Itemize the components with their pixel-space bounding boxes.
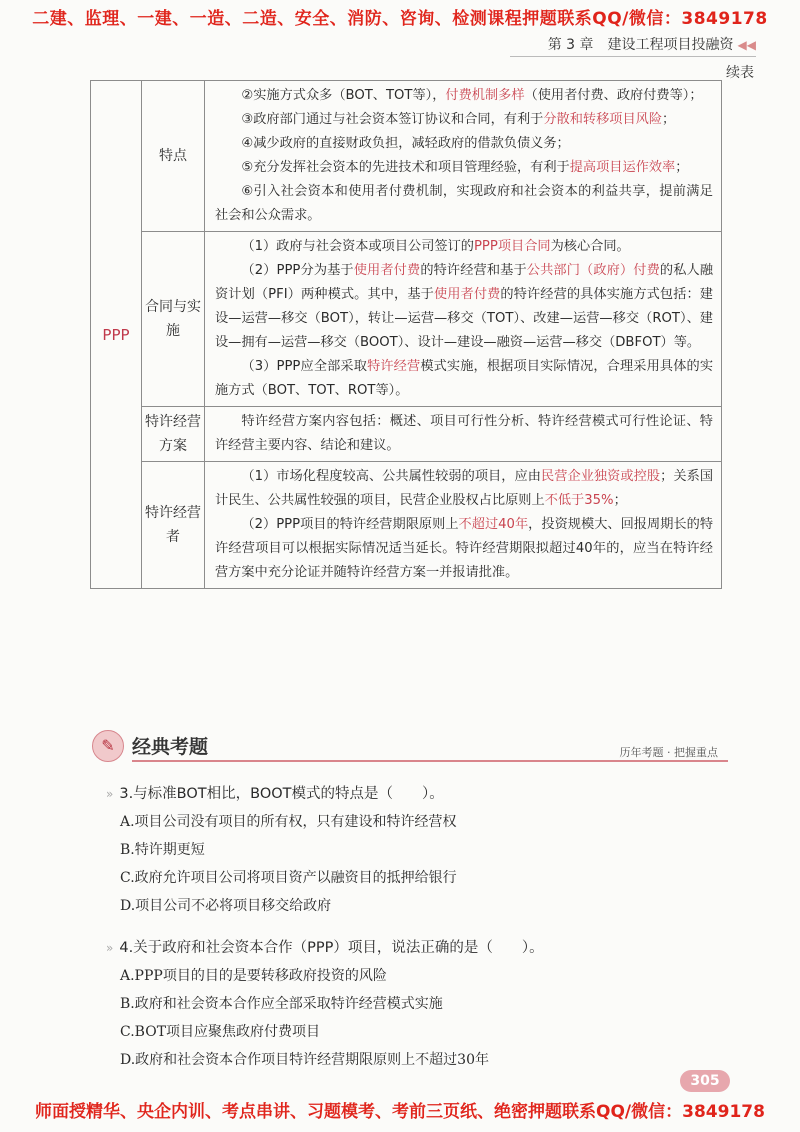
- body-text: ④减少政府的直接财政负担，减轻政府的借款负债义务；: [241, 136, 570, 151]
- highlight-text: 使用者付费: [353, 263, 421, 278]
- body-text: ；: [613, 493, 627, 508]
- content-paragraph: [215, 355, 713, 403]
- body-text: ⑤充分发挥社会资本的先进技术和项目管理经验，有利于: [241, 160, 570, 175]
- table-row: [91, 81, 722, 232]
- row-content: [205, 232, 722, 407]
- answer-option: C.BOT项目应聚焦政府付费项目: [120, 1024, 321, 1040]
- row-label: 合同与实施: [142, 232, 205, 407]
- body-text: （1）政府与社会资本或项目公司签订的: [241, 239, 474, 254]
- row-label: 特许经营者: [142, 462, 205, 589]
- bottom-promo-banner: 师面授精华、央企内训、考点串讲、习题模考、考前三页纸、绝密押题联系QQ/微信：3849178: [35, 1102, 765, 1122]
- question-stem: [106, 934, 726, 962]
- content-paragraph: [215, 180, 713, 228]
- chapter-divider: [510, 56, 756, 57]
- answer-option: B.特许期更短: [120, 842, 205, 858]
- body-text: （使用者付费、政府付费等）；: [524, 88, 703, 103]
- question-stem: [106, 780, 726, 808]
- top-promo-banner: 二建、监理、一建、一造、二造、安全、消防、咨询、检测课程押题联系QQ/微信：3849178: [32, 9, 768, 29]
- ppp-table: [90, 80, 722, 589]
- section-rule: [132, 760, 728, 762]
- page-number: 305: [680, 1070, 730, 1092]
- content-paragraph: [215, 235, 713, 259]
- answer-option: B.政府和社会资本合作应全部采取特许经营模式实施: [120, 996, 443, 1012]
- continued-label: 续表: [726, 65, 754, 81]
- highlight-text: 民营企业独资或控股: [541, 469, 661, 484]
- question-block: [106, 780, 726, 920]
- chapter-arrow-icon: ◀◀: [737, 38, 756, 52]
- body-text: ；: [675, 160, 689, 175]
- body-text: ，投资规模大、回报周期长的特许经营项目可以根据实际情况适当延长。特许经营期限拟超过40年的，应当在特许经营方案中充分论证并随特许经营方案一并报请批准。: [215, 517, 714, 580]
- body-text: ；: [662, 112, 676, 127]
- row-label: 特许经营方案: [142, 407, 205, 462]
- section-tag: 历年考题 · 把握重点: [619, 746, 718, 759]
- table-row: [91, 462, 722, 589]
- content-paragraph: [215, 84, 713, 108]
- content-paragraph: [215, 259, 713, 355]
- answer-option: D.政府和社会资本合作项目特许经营期限原则上不超过30年: [120, 1052, 489, 1068]
- highlight-text: 付费机制多样: [445, 88, 525, 103]
- highlight-text: 提高项目运作效率: [569, 160, 676, 175]
- chevron-right-icon: »: [106, 941, 114, 955]
- section-header: [92, 726, 728, 766]
- body-text: （2）PPP项目的特许经营期限原则上: [241, 517, 459, 532]
- highlight-text: 公共部门（政府）付费: [526, 263, 660, 278]
- row-label: 特点: [142, 81, 205, 232]
- chapter-title: 第 3 章 建设工程项目投融资: [547, 37, 734, 53]
- highlight-text: 特许经营: [367, 359, 421, 374]
- table-row: [91, 232, 722, 407]
- row-group-label: PPP: [91, 81, 142, 589]
- section-title: 经典考题: [132, 736, 209, 758]
- highlight-text: 使用者付费: [433, 287, 501, 302]
- body-text: （1）市场化程度较高、公共属性较弱的项目，应由: [241, 469, 541, 484]
- table-row: [91, 407, 722, 462]
- highlight-text: 分散和转移项目风险: [543, 112, 663, 127]
- body-text: 的特许经营和基于: [420, 263, 527, 278]
- body-text: （2）PPP分为基于: [241, 263, 354, 278]
- row-content: [205, 81, 722, 232]
- highlight-text: 不超过40年: [458, 517, 529, 532]
- answer-option: A.PPP项目的目的是要转移政府投资的风险: [120, 968, 387, 984]
- content-paragraph: [215, 410, 713, 458]
- answer-option: D.项目公司不必将项目移交给政府: [120, 898, 332, 914]
- chevron-right-icon: »: [106, 787, 114, 801]
- body-text: （3）PPP应全部采取: [241, 359, 368, 374]
- body-text: 模式实施，根据项目实际情况，合理采用具体的实施方式（BOT、TOT、ROT等）。: [215, 359, 714, 398]
- content-paragraph: [215, 465, 713, 513]
- content-paragraph: [215, 132, 713, 156]
- chapter-header: [548, 34, 756, 54]
- body-text: ；关系国计民生、公共属性较强的项目，民营企业股权占比原则上: [215, 469, 714, 508]
- content-paragraph: [215, 108, 713, 132]
- body-text: 的特许经营的具体实施方式包括：建设—运营—移交（BOT），转让—运营—移交（TOT）、改建—运营—移交（ROT）、建设—拥有—运营—移交（BOOT）、设计—建设—融资—运营—移交（DBFOT）等。: [215, 287, 713, 350]
- content-paragraph: [215, 156, 713, 180]
- answer-option: A.项目公司没有项目的所有权，只有建设和特许经营权: [120, 814, 457, 830]
- row-content: [205, 407, 722, 462]
- body-text: ③政府部门通过与社会资本签订协议和合同，有利于: [241, 112, 544, 127]
- row-content: [205, 462, 722, 589]
- body-text: 为核心合同。: [550, 239, 630, 254]
- question-text: 4.关于政府和社会资本合作（PPP）项目，说法正确的是（ ）。: [119, 940, 544, 956]
- question-text: 3.与标准BOT相比，BOOT模式的特点是（ ）。: [119, 786, 444, 802]
- body-text: 特许经营方案内容包括：概述、项目可行性分析、特许经营模式可行性论证、特许经营主要内容、结论和建议。: [215, 414, 713, 453]
- question-block: [106, 934, 726, 1074]
- highlight-text: PPP项目合同: [473, 239, 551, 254]
- content-paragraph: [215, 513, 713, 585]
- questions-area: [106, 780, 726, 1088]
- answer-option: C.政府允许项目公司将项目资产以融资目的抵押给银行: [120, 870, 457, 886]
- body-text: ⑥引入社会资本和使用者付费机制，实现政府和社会资本的利益共享，提前满足社会和公众需求。: [215, 184, 713, 223]
- highlight-text: 不低于35%: [544, 493, 614, 508]
- body-text: 的私人融资计划（PFI）两种模式。其中，基于: [215, 263, 714, 302]
- exam-icon: ✎: [92, 730, 124, 762]
- body-text: ②实施方式众多（BOT、TOT等），: [241, 88, 446, 103]
